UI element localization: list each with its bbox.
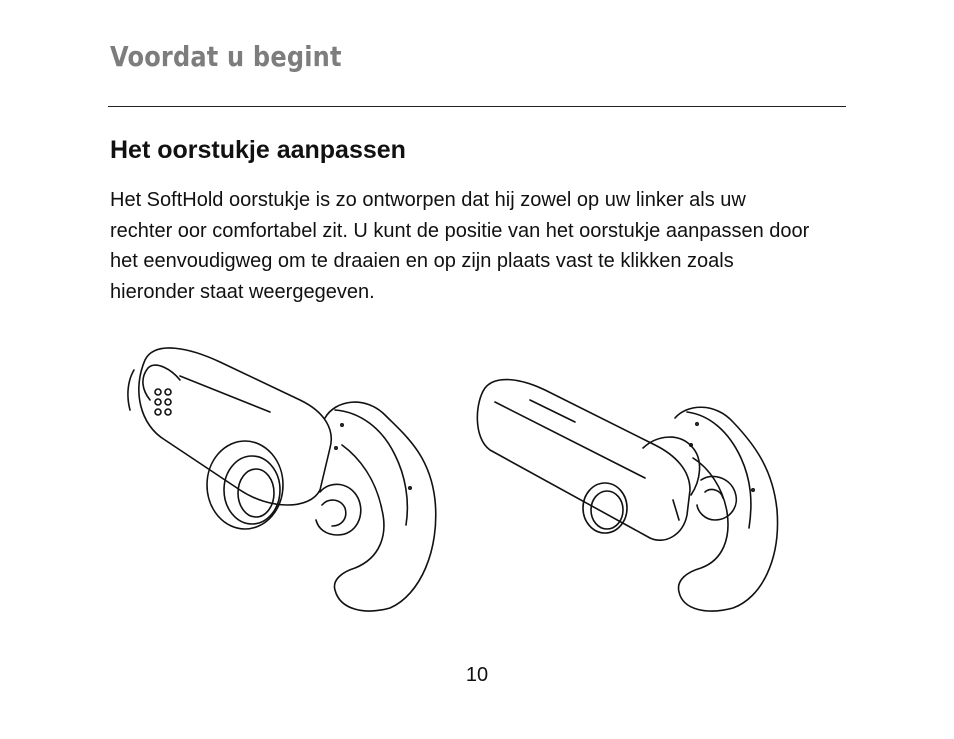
page-heading: Het oorstukje aanpassen — [110, 136, 406, 164]
page-number: 10 — [465, 664, 489, 686]
body-paragraph: Het SoftHold oorstukje is zo ontworpen dat hij zowel op uw linker als uw rechter oor comfortabel zit. U kunt de positie van het oorstukje aanpassen door het eenvoudigweg om te draaien en op zijn plaats vast te klikken zoals hieronder staat weergegeven. — [110, 189, 810, 303]
headset-front-earhook-icon — [128, 348, 436, 611]
earpiece-illustrations — [120, 340, 860, 620]
header-divider — [108, 106, 846, 107]
headset-rear-earhook-icon — [477, 380, 777, 612]
section-title: Voordat u begint — [110, 40, 342, 73]
